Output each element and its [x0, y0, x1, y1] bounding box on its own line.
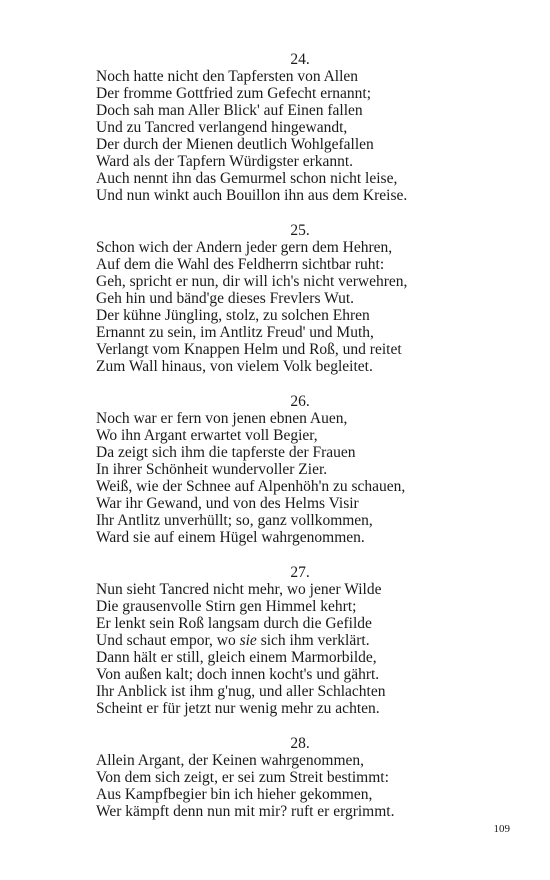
- stanza-gap: [96, 204, 496, 222]
- verse-line: Geh hin und bänd'ge dieses Frevlers Wut.: [96, 290, 355, 307]
- verse-line: Noch hatte nicht den Tapfersten von Allen: [96, 68, 359, 85]
- verse-line: Der durch der Mienen deutlich Wohlgefallen: [96, 136, 374, 153]
- verse-line-with-emphasis: Und schaut empor, wo sie sich ihm verklärt.: [96, 632, 370, 649]
- verse-line: Geh, spricht er nun, dir will ich's nicht verwehren,: [96, 273, 408, 290]
- verse-line: Der kühne Jüngling, stolz, zu solchen Ehren: [96, 307, 370, 324]
- verse-line: Noch war er fern von jenen ebnen Auen,: [96, 410, 348, 427]
- verse-line: Aus Kampfbegier bin ich hieher gekommen,: [96, 786, 373, 803]
- verse-line: War ihr Gewand, und von des Helms Visir: [96, 495, 359, 512]
- stanza-gap: [96, 717, 496, 735]
- verse-line: Ihr Antlitz unverhüllt; so, ganz vollkommen,: [96, 512, 373, 529]
- verse-line: Und zu Tancred verlangend hingewandt,: [96, 119, 348, 136]
- verse-line: Dann hält er still, gleich einem Marmorbilde,: [96, 649, 377, 666]
- verse-line: Er lenkt sein Roß langsam durch die Gefilde: [96, 615, 372, 632]
- stanza-number: 24.: [290, 51, 310, 68]
- stanza-25: [96, 222, 496, 375]
- stanza-26: [96, 393, 496, 546]
- verse-line: Ihr Anblick ist ihm g'nug, und aller Schlachten: [96, 683, 386, 700]
- verse-line: Allein Argant, der Keinen wahrgenommen,: [96, 752, 365, 769]
- stanza-number: 26.: [290, 393, 310, 410]
- verse-line: Da zeigt sich ihm die tapferste der Frauen: [96, 444, 356, 461]
- verse-line: Wo ihn Argant erwartet voll Begier,: [96, 427, 318, 444]
- stanza-gap: [96, 375, 496, 393]
- verse-line: Ernannt zu sein, im Antlitz Freud' und Muth,: [96, 324, 374, 341]
- verse-line: Von dem sich zeigt, er sei zum Streit bestimmt:: [96, 769, 389, 786]
- verse-line: Wer kämpft denn nun mit mir? ruft er ergrimmt.: [96, 803, 395, 820]
- stanza-28: [96, 735, 496, 820]
- stanza-number: 25.: [290, 222, 310, 239]
- page-number: 109: [493, 823, 510, 835]
- verse-line: Auch nennt ihn das Gemurmel schon nicht leise,: [96, 170, 398, 187]
- verse-line: Ward sie auf einem Hügel wahrgenommen.: [96, 529, 365, 546]
- stanza-24: [96, 51, 496, 204]
- stanza-number: 27.: [290, 564, 310, 581]
- emphasized-word: sie: [239, 632, 257, 649]
- verse-line: Die grausenvolle Stirn gen Himmel kehrt;: [96, 598, 357, 615]
- verse-line: Von außen kalt; doch innen kocht's und gährt.: [96, 666, 380, 683]
- verse-line: Verlangt vom Knappen Helm und Roß, und reitet: [96, 341, 402, 358]
- stanza-number: 28.: [290, 735, 310, 752]
- verse-line: Scheint er für jetzt nur wenig mehr zu achten.: [96, 700, 380, 717]
- verse-line: Zum Wall hinaus, von vielem Volk begleitet.: [96, 358, 373, 375]
- poem-text: [96, 51, 496, 820]
- verse-line: Ward als der Tapfern Würdigster erkannt.: [96, 153, 354, 170]
- verse-line: Nun sieht Tancred nicht mehr, wo jener Wilde: [96, 581, 382, 598]
- verse-line: Weiß, wie der Schnee auf Alpenhöh'n zu schauen,: [96, 478, 406, 495]
- stanza-27: [96, 564, 496, 717]
- stanza-gap: [96, 546, 496, 564]
- verse-line: Und nun winkt auch Bouillon ihn aus dem Kreise.: [96, 187, 408, 204]
- verse-line: Auf dem die Wahl des Feldherrn sichtbar ruht:: [96, 256, 385, 273]
- verse-line: Schon wich der Andern jeder gern dem Hehren,: [96, 239, 393, 256]
- verse-line: In ihrer Schönheit wundervoller Zier.: [96, 461, 328, 478]
- verse-line: Der fromme Gottfried zum Gefecht ernannt;: [96, 85, 372, 102]
- verse-line: Doch sah man Aller Blick' auf Einen fallen: [96, 102, 363, 119]
